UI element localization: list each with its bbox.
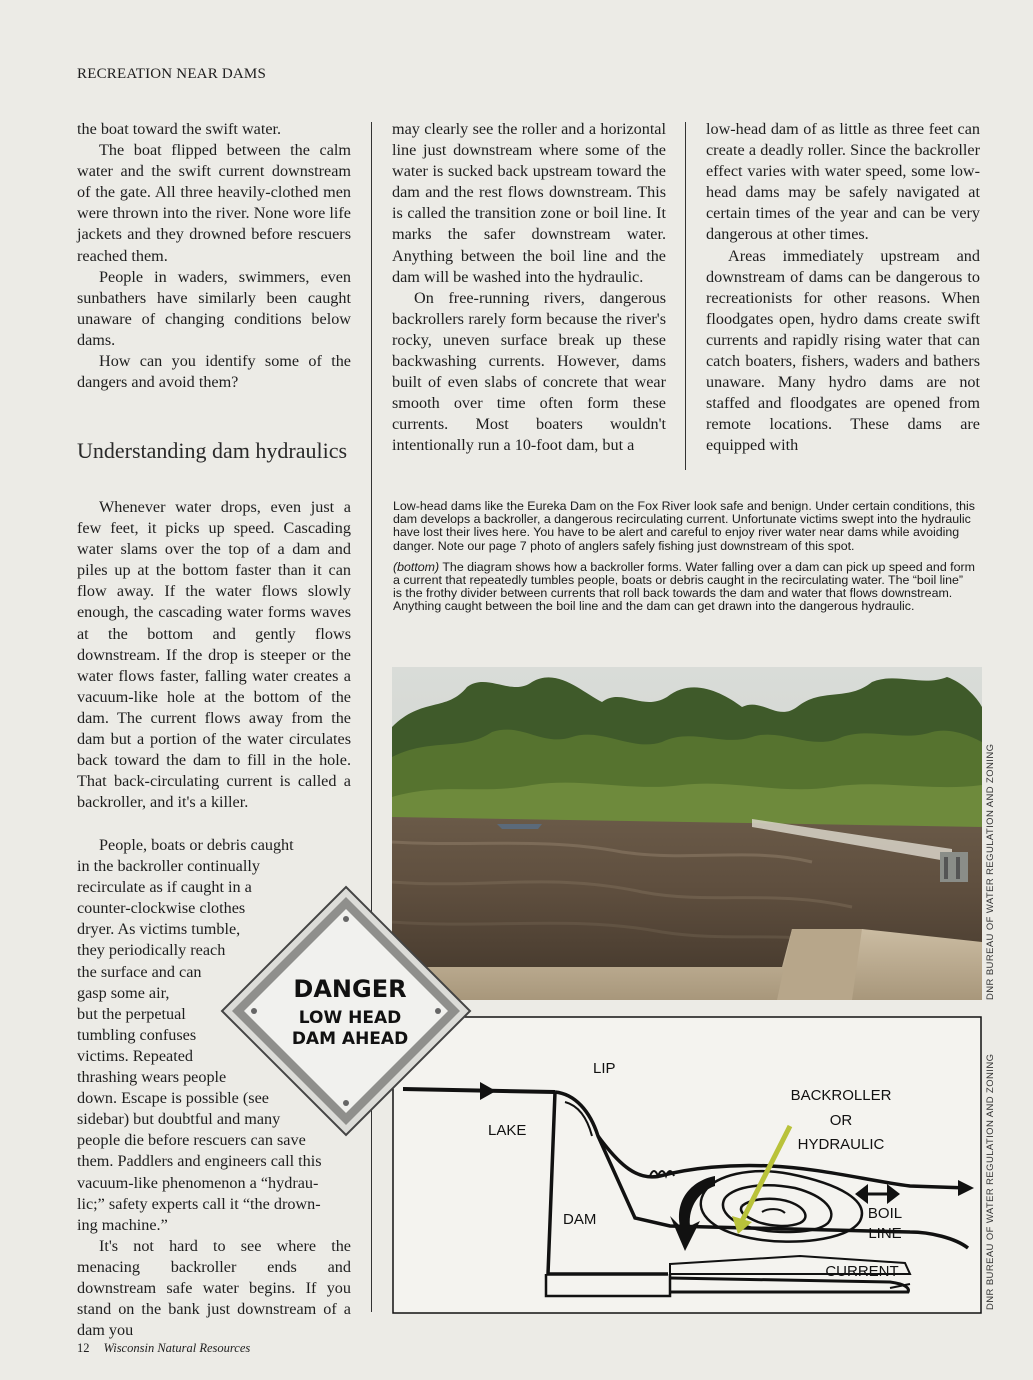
paragraph: On free-running rivers, dangerous backrollers rarely form because the river's rocky, uneven surface break up these backwashing currents. However, dams built of even slabs of concrete that wear smooth over time often form these currents. Most boaters wouldn't intentionally run a 10-foot dam, but a xyxy=(392,288,666,455)
wrap-line: People, boats or debris caught xyxy=(99,836,294,854)
paragraph: the boat toward the swift water. xyxy=(77,120,282,138)
column-3 xyxy=(706,119,980,457)
wrap-line: recirculate as if caught in a xyxy=(77,878,252,897)
wrap-line: in the backroller continually xyxy=(77,857,260,876)
caption-bottom xyxy=(393,561,975,614)
column-2 xyxy=(392,119,666,457)
paragraph: low-head dam of as little as three feet can create a deadly roller. Since the backroller effect varies with water speed, some low-head dams may be safely navigated at certain times of the year and can be very dangerous at other times. xyxy=(706,120,980,244)
wrap-line: dryer. As victims tumble, xyxy=(77,920,241,939)
wrap-line: ing machine.” xyxy=(77,1215,168,1234)
sign-dam-ahead: DAM AHEAD xyxy=(291,1029,409,1049)
column-1-lower xyxy=(77,497,351,813)
column-1 xyxy=(77,119,351,393)
label-backroller: BACKROLLER xyxy=(790,1087,892,1104)
wrap-line: thrashing wears people xyxy=(77,1068,227,1087)
caption-bottom-text: The diagram shows how a backroller forms. Water falling over a dam can pick up speed and form a current that repeatedly tumbles people, boats or debris caught in the recirculating water. The “boil line” is the frothy divider between currents that roll back towards the dam and water that flows downstream. Anything caught between the boil line and the dam can get drawn into the dangerous hydraulic. xyxy=(393,559,975,614)
label-line: LINE xyxy=(868,1225,902,1242)
label-lake: LAKE xyxy=(488,1122,527,1139)
wrap-line: lic;” safety experts call it “the drown- xyxy=(77,1194,321,1213)
wrap-line: but the perpetual xyxy=(77,1004,186,1023)
wrap-line: the surface and can xyxy=(77,962,202,981)
wrap-line: victims. Repeated xyxy=(77,1046,193,1065)
page-footer xyxy=(77,1341,250,1356)
section-title: Understanding dam hydraulics xyxy=(77,438,348,463)
wrap-line: they periodically reach xyxy=(77,941,226,960)
label-current: CURRENT xyxy=(825,1263,899,1280)
wrap-line: them. Paddlers and engineers call this xyxy=(77,1152,322,1171)
label-or: OR xyxy=(829,1112,853,1129)
label-hydraulic: HYDRAULIC xyxy=(797,1136,885,1153)
wrap-line: sidebar) but doubtful and many xyxy=(77,1110,281,1129)
running-header: RECREATION NEAR DAMS xyxy=(77,66,267,82)
label-lip: LIP xyxy=(593,1060,616,1077)
dam-photo xyxy=(392,667,982,1000)
label-boil: BOIL xyxy=(867,1205,903,1222)
wrap-line: people die before rescuers can save xyxy=(77,1131,306,1150)
paragraph: How can you identify some of the dangers and avoid them? xyxy=(77,352,351,392)
wrap-line: counter-clockwise clothes xyxy=(77,899,246,918)
caption-bottom-tag: (bottom) xyxy=(393,559,440,574)
column-divider xyxy=(685,122,686,470)
figure-caption xyxy=(393,500,975,622)
label-dam: DAM xyxy=(563,1211,597,1228)
caption-top: Low-head dams like the Eureka Dam on the Fox River look safe and benign. Under certain conditions, this dam develops a backroller, a dangerous recirculating current. Unfortunate victims swept into the hydraulic have lost their lives here. You have to be alert and careful to enjoy river water near dams while avoiding danger. Note our page 7 photo of anglers safely fishing just downstream of this spot. xyxy=(393,499,975,553)
sign-danger: DANGER xyxy=(293,975,407,1003)
paragraph: The boat flipped between the calm water and the swift current downstream of the gate. All three heavily-clothed men were thrown into the river. None wore life jackets and they drowned before rescuers reached them. xyxy=(77,141,351,265)
wrap-line: down. Escape is possible (see xyxy=(77,1089,269,1108)
paragraph: Whenever water drops, even just a few feet, it picks up speed. Cascading water slams over the top of a dam and piles up at the bottom faster than it can flow away. If the water flows slowly enough, the cascading water forms waves at the bottom and gently flows downstream. If the drop is steeper or the water flows faster, falling water creates a vacuum-like hole at the bottom of the dam. The current flows away from the dam but a portion of the water circulates back toward the dam to fill in the hole. That back-circulating current is called a backroller, and it's a killer. xyxy=(77,498,351,812)
magazine-name: Wisconsin Natural Resources xyxy=(103,1341,251,1355)
wrap-line: gasp some air, xyxy=(77,983,170,1002)
photo-credit: DNR BUREAU OF WATER REGULATION AND ZONING xyxy=(985,743,996,1000)
paragraph: It's not hard to see where the menacing backroller ends and downstream safe water begins. If you stand on the bank just downstream of a dam you xyxy=(77,1236,351,1340)
paragraph: Areas immediately upstream and downstream of dams can be dangerous to recreationists for other reasons. When floodgates open, hydro dams create swift currents and rapidly rising water that can catch boaters, fishers, waders and bathers unaware. Many hydro dams are not staffed and floodgates are opened from remote locations. These dams are equipped with xyxy=(706,246,980,455)
wrap-line: vacuum-like phenomenon a “hydrau- xyxy=(77,1173,319,1192)
paragraph: People in waders, swimmers, even sunbathers have similarly been caught unaware of changing conditions below dams. xyxy=(77,267,351,349)
page-number: 12 xyxy=(77,1341,90,1355)
wrap-line: tumbling confuses xyxy=(77,1025,197,1044)
danger-sign xyxy=(218,883,474,1139)
paragraph: may clearly see the roller and a horizontal line just downstream where some of the water is sucked back upstream toward the dam and the rest flows downstream. This is called the transition zone or boil line. It marks the safer downstream water. Anything between the boil line and the dam will be washed into the hydraulic. xyxy=(392,120,666,286)
diagram-credit: DNR BUREAU OF WATER REGULATION AND ZONING xyxy=(985,1053,996,1310)
sign-low-head: LOW HEAD xyxy=(298,1008,402,1028)
